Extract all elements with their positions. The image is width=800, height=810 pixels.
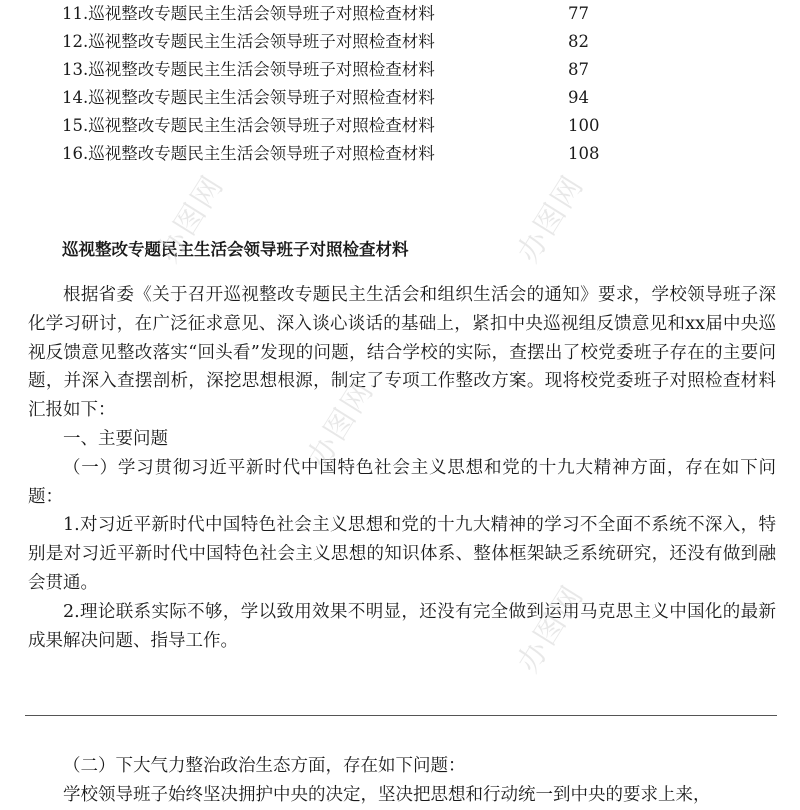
toc-entry[interactable] xyxy=(62,140,622,168)
toc-entry[interactable] xyxy=(62,28,622,56)
toc-entry-page: 108 xyxy=(568,144,600,163)
watermark-logo: 办图网 xyxy=(150,168,232,269)
watermark-logo: 办图网 xyxy=(510,578,592,679)
toc-entry[interactable] xyxy=(62,112,622,140)
issue-paragraph: 2.理论联系实际不够，学以致用效果不明显，还没有完全做到运用马克思主义中国化的最新成果解决问题、指导工作。 xyxy=(28,601,776,651)
issue-paragraph: 1.对习近平新时代中国特色社会主义思想和党的十九大精神的学习不全面不系统不深入，特别是对习近平新时代中国特色社会主义思想的知识体系、整体框架缺乏系统研究，还没有做到融会贯通。 xyxy=(28,515,776,593)
toc-entry[interactable] xyxy=(62,0,622,28)
document-body xyxy=(28,281,776,655)
toc-entry-title: 14.巡视整改专题民主生活会领导班子对照检查材料 xyxy=(62,88,435,107)
section-heading: 一、主要问题 xyxy=(63,428,168,449)
watermark-logo: 办图网 xyxy=(300,373,382,474)
toc-entry-page: 82 xyxy=(568,32,589,51)
toc-entry[interactable] xyxy=(62,56,622,84)
document-heading: 巡视整改专题民主生活会领导班子对照检查材料 xyxy=(62,240,409,259)
toc-entry-title: 13.巡视整改专题民主生活会领导班子对照检查材料 xyxy=(62,60,435,79)
watermark-logo: 办图网 xyxy=(510,168,592,269)
subsection-heading: （二）下大气力整治政治生态方面，存在如下问题： xyxy=(63,756,466,776)
table-of-contents xyxy=(62,0,622,168)
next-page-body xyxy=(28,752,776,810)
toc-entry-page: 87 xyxy=(568,60,589,79)
body-paragraph: 学校领导班子始终坚决拥护中央的决定，坚决把思想和行动统一到中央的要求上来， xyxy=(63,785,711,805)
subsection-heading: （一）学习贯彻习近平新时代中国特色社会主义思想和党的十九大精神方面，存在如下问题： xyxy=(28,457,776,507)
page-divider xyxy=(25,715,777,716)
toc-entry-page: 100 xyxy=(568,116,600,135)
toc-entry-title: 11.巡视整改专题民主生活会领导班子对照检查材料 xyxy=(62,4,435,23)
toc-entry-page: 77 xyxy=(568,4,589,23)
toc-entry[interactable] xyxy=(62,84,622,112)
intro-paragraph: 根据省委《关于召开巡视整改专题民主生活会和组织生活会的通知》要求，学校领导班子深化学习研讨，在广泛征求意见、深入谈心谈话的基础上，紧扣中央巡视组反馈意见和xx届中央巡视反馈意见整改落实“回头看”发现的问题，结合学校的实际，查摆出了校党委班子存在的主要问题，并深入查摆剖析，深挖思想根源，制定了专项工作整改方案。现将校党委班子对照检查材料汇报如下： xyxy=(28,285,776,421)
toc-entry-title: 15.巡视整改专题民主生活会领导班子对照检查材料 xyxy=(62,116,435,135)
toc-entry-title: 12.巡视整改专题民主生活会领导班子对照检查材料 xyxy=(62,32,435,51)
toc-entry-title: 16.巡视整改专题民主生活会领导班子对照检查材料 xyxy=(62,144,435,163)
toc-entry-page: 94 xyxy=(568,88,589,107)
